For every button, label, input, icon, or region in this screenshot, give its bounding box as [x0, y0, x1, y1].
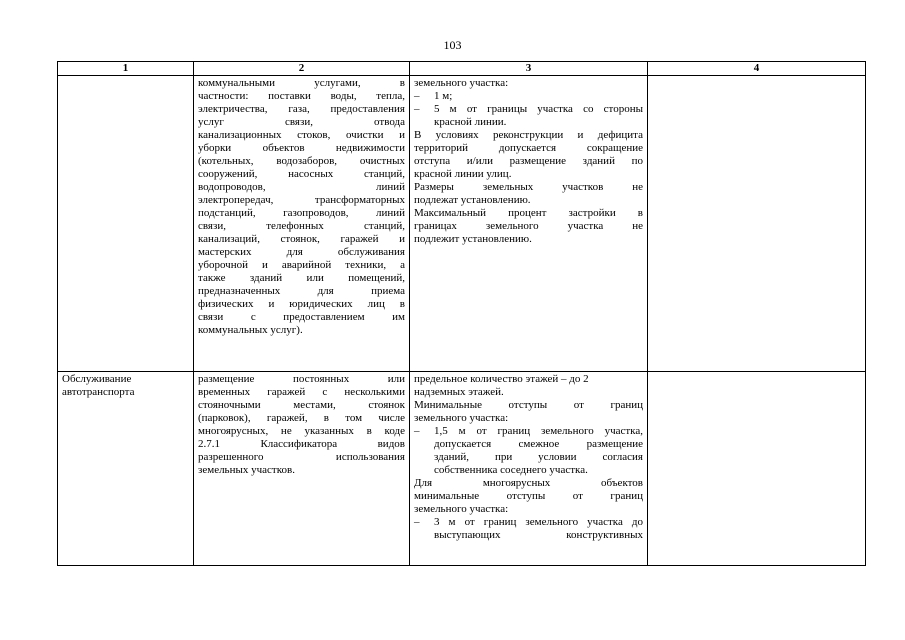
- text-line: подстанций, газопроводов, линий: [198, 207, 405, 219]
- cell-parameters: [410, 372, 648, 566]
- list-item-continuation: [414, 438, 643, 451]
- column-header-1: 1: [58, 62, 194, 76]
- text-line: земельных участков.: [198, 464, 295, 476]
- text-line: физических и юридических лиц в: [198, 298, 405, 310]
- list-item: [414, 90, 643, 103]
- text-line: Обслуживание: [62, 373, 132, 385]
- page-number: 103: [443, 38, 462, 52]
- table-header-row: [58, 62, 866, 76]
- text-line: коммунальными услугами, в: [198, 77, 405, 89]
- list-item: [414, 425, 643, 438]
- text-line: уборки объектов недвижимости: [198, 142, 405, 154]
- text-line: 2.7.1 Классификатора видов: [198, 438, 405, 450]
- text-line: собственника соседнего участка.: [434, 464, 588, 476]
- list-item: [414, 103, 643, 116]
- text-line: электричества, газа, предоставления: [198, 103, 405, 115]
- text-line: красной линии.: [434, 116, 507, 128]
- text-line: подлежит установлению.: [414, 233, 532, 245]
- column-header-2: 2: [194, 62, 410, 76]
- list-item-continuation: [414, 464, 643, 477]
- bullet-dash: –: [414, 425, 420, 437]
- text-line: Минимальные отступы от границ: [414, 399, 643, 411]
- text-line: отступа и/или размещение зданий по: [414, 155, 643, 167]
- cell-description: [194, 76, 410, 372]
- text-line: уборочной и аварийной техники, а: [198, 259, 405, 271]
- text-line: электропередач, трансформаторных: [198, 194, 405, 206]
- bullet-dash: [414, 116, 434, 129]
- text-line: надземных этажей.: [414, 386, 504, 398]
- text-line: территорий допускается сокращение: [414, 142, 643, 154]
- text-line: временных гаражей с несколькими: [198, 386, 405, 398]
- column-header-3: 3: [410, 62, 648, 76]
- text-line: автотранспорта: [62, 386, 135, 398]
- text-line: предельное количество этажей – до 2: [414, 373, 589, 385]
- text-line: 1 м;: [434, 90, 453, 102]
- document-table: [57, 61, 866, 566]
- bullet-dash: [414, 464, 434, 477]
- text-line: также зданий или помещений,: [198, 272, 405, 284]
- list-item-continuation: [414, 451, 643, 464]
- cell-notes: [648, 372, 866, 566]
- cell-description: [194, 372, 410, 566]
- text-line: допускается смежное размещение: [434, 438, 643, 450]
- bullet-dash: [414, 451, 434, 464]
- text-line: (парковок), гаражей, в том числе: [198, 412, 405, 424]
- text-line: сооружений, насосных станций,: [198, 168, 405, 180]
- text-line: многоярусных, не указанных в коде: [198, 425, 405, 437]
- text-line: связи с предоставлением им: [198, 311, 405, 323]
- text-line: предназначенных для приема: [198, 285, 405, 297]
- text-line: коммунальных услуг).: [198, 324, 303, 336]
- text-line: размещение постоянных или: [198, 373, 405, 385]
- text-line: услуг связи, отвода: [198, 116, 405, 128]
- cell-notes: [648, 76, 866, 372]
- text-line: 3 м от границ земельного участка до: [434, 516, 643, 528]
- text-line: В условиях реконструкции и дефицита: [414, 129, 643, 141]
- text-line: (котельных, водозаборов, очистных: [198, 155, 405, 167]
- text-line: Для многоярусных объектов: [414, 477, 643, 489]
- cell-type-name: [58, 76, 194, 372]
- text-line: Максимальный процент застройки в: [414, 207, 643, 219]
- bullet-dash: [414, 438, 434, 451]
- text-line: 5 м от границы участка со стороны: [434, 103, 643, 115]
- text-line: подлежат установлению.: [414, 194, 531, 206]
- bullet-dash: [414, 529, 434, 542]
- text-line: земельного участка:: [414, 503, 509, 515]
- list-item: [414, 516, 643, 529]
- text-line: канализационных стоков, очистки и: [198, 129, 405, 141]
- text-line: связи, телефонных станций,: [198, 220, 405, 232]
- text-line: границах земельного участка не: [414, 220, 643, 232]
- text-line: выступающих конструктивных: [434, 529, 643, 541]
- text-line: частности: поставки воды, тепла,: [198, 90, 405, 102]
- table-row: [58, 372, 866, 566]
- text-line: мастерских для обслуживания: [198, 246, 405, 258]
- text-line: канализаций, стоянок, гаражей и: [198, 233, 405, 245]
- text-line: земельного участка:: [414, 77, 509, 89]
- text-line: земельного участка:: [414, 412, 509, 424]
- text-line: красной линии улиц.: [414, 168, 512, 180]
- text-line: стояночными местами, стоянок: [198, 399, 405, 411]
- text-line: разрешенного использования: [198, 451, 405, 463]
- text-line: водопроводов, линий: [198, 181, 405, 193]
- cell-type-name: [58, 372, 194, 566]
- table-row: [58, 76, 866, 372]
- text-line: минимальные отступы от границ: [414, 490, 643, 502]
- list-item-continuation: [414, 529, 643, 542]
- list-item-continuation: [414, 116, 643, 129]
- text-line: Размеры земельных участков не: [414, 181, 643, 193]
- bullet-dash: –: [414, 90, 420, 102]
- text-line: 1,5 м от границ земельного участка,: [434, 425, 643, 437]
- text-line: зданий, при условии согласия: [434, 451, 643, 463]
- bullet-dash: –: [414, 103, 420, 115]
- cell-parameters: [410, 76, 648, 372]
- bullet-dash: –: [414, 516, 420, 528]
- column-header-4: 4: [648, 62, 866, 76]
